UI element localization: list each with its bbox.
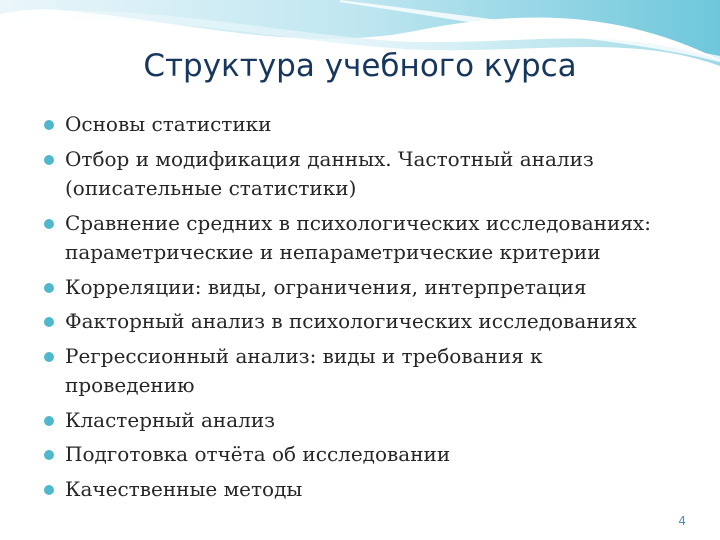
bullet-list — [44, 110, 694, 509]
list-item-text: Отбор и модификация данных. Частотный анализ — [65, 146, 594, 171]
bullet-dot-icon — [44, 416, 54, 426]
list-item-text: Подготовка отчёта об исследовании — [65, 442, 451, 466]
bullet-dot-icon — [44, 155, 54, 165]
list-item-text: Факторный анализ в психологических исследованиях — [65, 309, 637, 333]
list-item — [44, 342, 694, 401]
bullet-dot-icon — [44, 352, 54, 362]
bullet-dot-icon — [44, 283, 54, 293]
slide-title: Структура учебного курса — [143, 48, 577, 84]
list-item-text: Сравнение средних в психологических исследованиях: — [65, 210, 651, 235]
bullet-dot-icon — [44, 120, 54, 130]
list-item — [44, 273, 694, 303]
page-number: 4 — [678, 514, 686, 528]
list-item-text: Регрессионный анализ: виды и требования к — [65, 343, 543, 368]
list-item-text: Корреляции: виды, ограничения, интерпретация — [65, 274, 587, 299]
list-item — [44, 406, 694, 436]
list-item — [44, 307, 694, 337]
list-item — [44, 475, 694, 505]
list-item — [44, 209, 694, 268]
list-item — [44, 110, 694, 140]
list-item-text: Кластерный анализ — [65, 407, 276, 432]
bullet-dot-icon — [44, 450, 54, 460]
list-item-text: Основы статистики — [65, 112, 272, 136]
bullet-dot-icon — [44, 219, 54, 229]
bullet-dot-icon — [44, 485, 54, 495]
list-item — [44, 145, 694, 204]
list-item — [44, 440, 694, 470]
list-item-text: (описательные статистики) — [65, 176, 357, 200]
list-item-text: Качественные методы — [65, 476, 303, 501]
bullet-dot-icon — [44, 317, 54, 327]
list-item-text: параметрические и непараметрические критерии — [65, 240, 601, 264]
list-item-text: проведению — [65, 373, 195, 397]
